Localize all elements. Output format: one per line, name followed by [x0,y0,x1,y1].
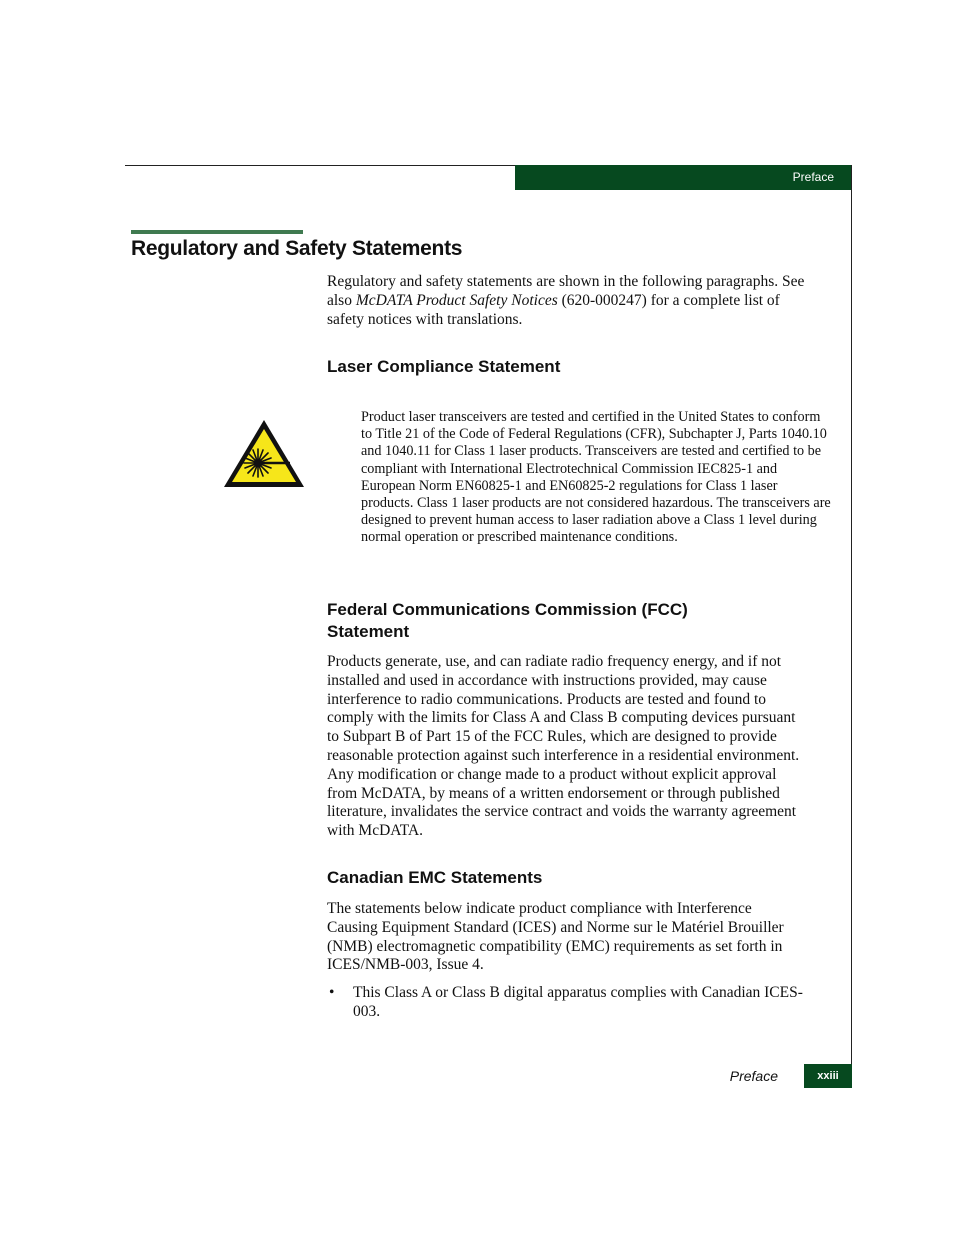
header-section-tab: Preface [515,165,851,190]
fcc-heading [327,599,797,643]
canadian-statement-text: The statements below indicate product compliance with Interference Causing Equipment Standard (ICES) and Norme sur le Matériel Brouiller (NMB) electromagnetic compatibility (EMC) requirements as set forth in ICES/NMB-003, Issue 4. [327,900,784,974]
intro-text-part2: (620-000247) for a complete list of safety notices with translations. [327,291,780,328]
section-title-bar [131,230,303,234]
laser-warning-icon [222,418,306,490]
fcc-heading-line1: Federal Communications Commission (FCC) [327,600,688,619]
safety-notices-doc-title: McDATA Product Safety Notices [355,291,558,309]
footer-page-number: xxiii [804,1064,852,1088]
fcc-statement-text: Products generate, use, and can radiate radio frequency energy, and if not installed and used in accordance with instructions provided, may cause interference to radio communications. Products are tested and found to comply with the limits for Class A and Class B computing devices pursuant to Subpart B of Part 15 of the FCC Rules, which are designed to provide reasonable protection against such interference in a residential environment. Any modification or change made to a product without explicit approval from McDATA, by means of a written endorsement or through published literature, invalidates the service contract and voids the warranty agreement with McDATA. [327,653,800,840]
bullet-dot: • [329,984,335,1001]
laser-statement-text: Product laser transceivers are tested and certified in the United States to conform to Title 21 of the Code of Federal Regulations (CFR), Subchapter J, Parts 1040.10 and 1040.11 for Class 1 laser products. Transceivers are tested and certified to be compliant with International Electrotechnical Commission IEC825-1 and European Norm EN60825-1 and EN60825-2 regulations for Class 1 laser products. Class 1 laser products are not considered hazardous. The transceivers are designed to prevent human access to laser radiation above a Class 1 level during normal operation or prescribed maintenance conditions. [361,409,831,546]
intro-text-part1: Regulatory and safety statements are shown in the following paragraphs. See also [327,273,805,309]
laser-heading: Laser Compliance Statement [327,357,561,376]
intro-paragraph [327,273,805,329]
header-rule [125,165,515,166]
fcc-heading-line2: Statement [327,622,410,641]
right-margin-rule [851,165,852,1088]
page-title: Regulatory and Safety Statements [131,237,463,260]
footer-section-label: Preface [729,1068,778,1084]
canadian-heading: Canadian EMC Statements [327,868,543,887]
bullet-text: This Class A or Class B digital apparatus complies with Canadian ICES-003. [353,984,803,1020]
